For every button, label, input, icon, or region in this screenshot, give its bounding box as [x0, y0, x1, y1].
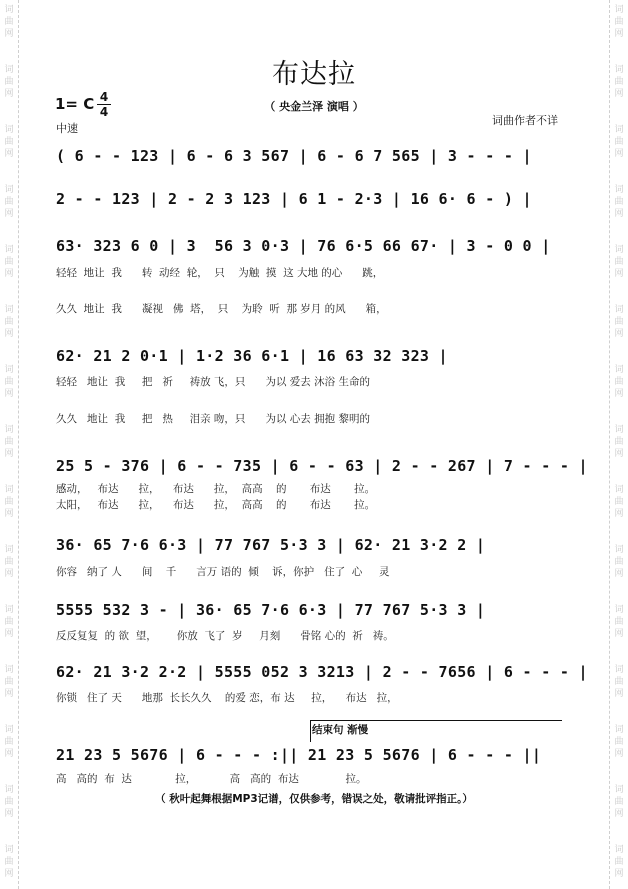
watermark-left-6: 词 曲 网	[4, 365, 14, 399]
watermark-left-0: 词 曲 网	[4, 5, 14, 39]
time-signature-top: 4	[99, 90, 109, 104]
lyric-line-6: 你容 纳了 人 间 千 言万 语的 倾 诉，你护 住了 心 灵	[56, 566, 390, 578]
performer: （ 央金兰泽 演唱 ）	[264, 100, 364, 113]
lyric-line-5b: 太阳， 布达 拉， 布达 拉， 高高 的 布达 拉。	[56, 499, 376, 511]
watermark-right-5: 词 曲 网	[614, 305, 624, 339]
lyric-line-9: 高 高的 布 达 拉， 高 高的 布达 拉。	[56, 773, 367, 785]
lyric-line-7: 反反复复 的 欲 望， 你放 飞了 岁 月刻 骨铭 心的 祈 祷。	[56, 630, 394, 642]
watermark-left-9: 词 曲 网	[4, 545, 14, 579]
lyric-line-4b: 久久 地让 我 把 热 泪亲 吻，只 为以 心去 拥抱 黎明的	[56, 413, 370, 425]
watermark-right-13: 词 曲 网	[614, 785, 624, 819]
watermark-left-12: 词 曲 网	[4, 725, 14, 759]
watermark-left-5: 词 曲 网	[4, 305, 14, 339]
lyric-line-8: 你锁 住了 天 地那 长长久久 的爱 恋，布 达 拉， 布达 拉，	[56, 692, 398, 704]
watermark-left-3: 词 曲 网	[4, 185, 14, 219]
watermark-right-11: 词 曲 网	[614, 665, 624, 699]
notation-line-2: 2 - - 123 | 2 - 2 3 123 | 6 1 - 2·3 | 16 6· 6 - ) |	[56, 190, 532, 208]
notation-line-9: 21 23 5 5676 | 6 - - - :|| 21 23 5 5676 | 6 - - - ||	[56, 746, 542, 764]
notation-line-4: 62· 21 2 0·1 | 1·2 36 6·1 | 16 63 32 323 |	[56, 347, 448, 365]
watermark-right-1: 词 曲 网	[614, 65, 624, 99]
notation-line-8: 62· 21 3·2 2·2 | 5555 052 3 3213 | 2 - - 7656 | 6 - - - |	[56, 663, 588, 681]
lyric-line-5a: 感动， 布达 拉， 布达 拉， 高高 的 布达 拉。	[56, 483, 376, 495]
notation-line-5: 25 5 - 376 | 6 - - 735 | 6 - - 63 | 2 - - 267 | 7 - - - |	[56, 457, 588, 475]
watermark-left-10: 词 曲 网	[4, 605, 14, 639]
song-title: 布达拉	[272, 59, 356, 90]
lyric-line-4a: 轻轻 地让 我 把 祈 祷放 飞，只 为以 爱去 沐浴 生命的	[56, 376, 370, 388]
watermark-right-0: 词 曲 网	[614, 5, 624, 39]
watermark-left-13: 词 曲 网	[4, 785, 14, 819]
watermark-left-7: 词 曲 网	[4, 425, 14, 459]
watermark-right-12: 词 曲 网	[614, 725, 624, 759]
notation-line-7: 5555 532 3 - | 36· 65 7·6 6·3 | 77 767 5·3 3 |	[56, 601, 486, 619]
notation-line-3: 63· 323 6 0 | 3 56 3 0·3 | 76 6·5 66 67· | 3 - 0 0 |	[56, 237, 551, 255]
notation-line-1: ( 6 - - 123 | 6 - 6 3 567 | 6 - 6 7 565 | 3 - - - |	[56, 147, 532, 165]
key-signature: 1= C	[55, 95, 95, 113]
lyric-line-3b: 久久 地让 我 凝视 佛 塔， 只 为聆 听 那 岁月 的风 箱，	[56, 303, 387, 315]
notation-line-6: 36· 65 7·6 6·3 | 77 767 5·3 3 | 62· 21 3·2 2 |	[56, 536, 486, 554]
credit-note: 词曲作者不详	[492, 114, 558, 127]
watermark-right-4: 词 曲 网	[614, 245, 624, 279]
watermark-right-6: 词 曲 网	[614, 365, 624, 399]
watermark-left-14: 词 曲 网	[4, 845, 14, 879]
watermark-right-9: 词 曲 网	[614, 545, 624, 579]
section-label: 结束句 渐慢	[312, 724, 369, 736]
watermark-left-1: 词 曲 网	[4, 65, 14, 99]
transcription-note: （ 秋叶起舞根据MP3记谱，仅供参考，错误之处，敬请批评指正。）	[155, 793, 473, 805]
left-watermark-column	[0, 0, 19, 889]
watermark-right-7: 词 曲 网	[614, 425, 624, 459]
watermark-left-2: 词 曲 网	[4, 125, 14, 159]
watermark-right-8: 词 曲 网	[614, 485, 624, 519]
right-watermark-column	[609, 0, 628, 889]
watermark-left-8: 词 曲 网	[4, 485, 14, 519]
watermark-right-2: 词 曲 网	[614, 125, 624, 159]
watermark-right-10: 词 曲 网	[614, 605, 624, 639]
watermark-left-11: 词 曲 网	[4, 665, 14, 699]
tempo-marking: 中速	[56, 122, 78, 135]
watermark-left-4: 词 曲 网	[4, 245, 14, 279]
watermark-right-3: 词 曲 网	[614, 185, 624, 219]
watermark-right-14: 词 曲 网	[614, 845, 624, 879]
time-signature-bottom: 4	[99, 105, 109, 119]
lyric-line-3a: 轻轻 地让 我 转 动经 轮， 只 为触 摸 这 大地 的心 跳，	[56, 267, 384, 279]
section-bracket-top	[310, 720, 562, 721]
section-bracket-left	[310, 720, 311, 742]
